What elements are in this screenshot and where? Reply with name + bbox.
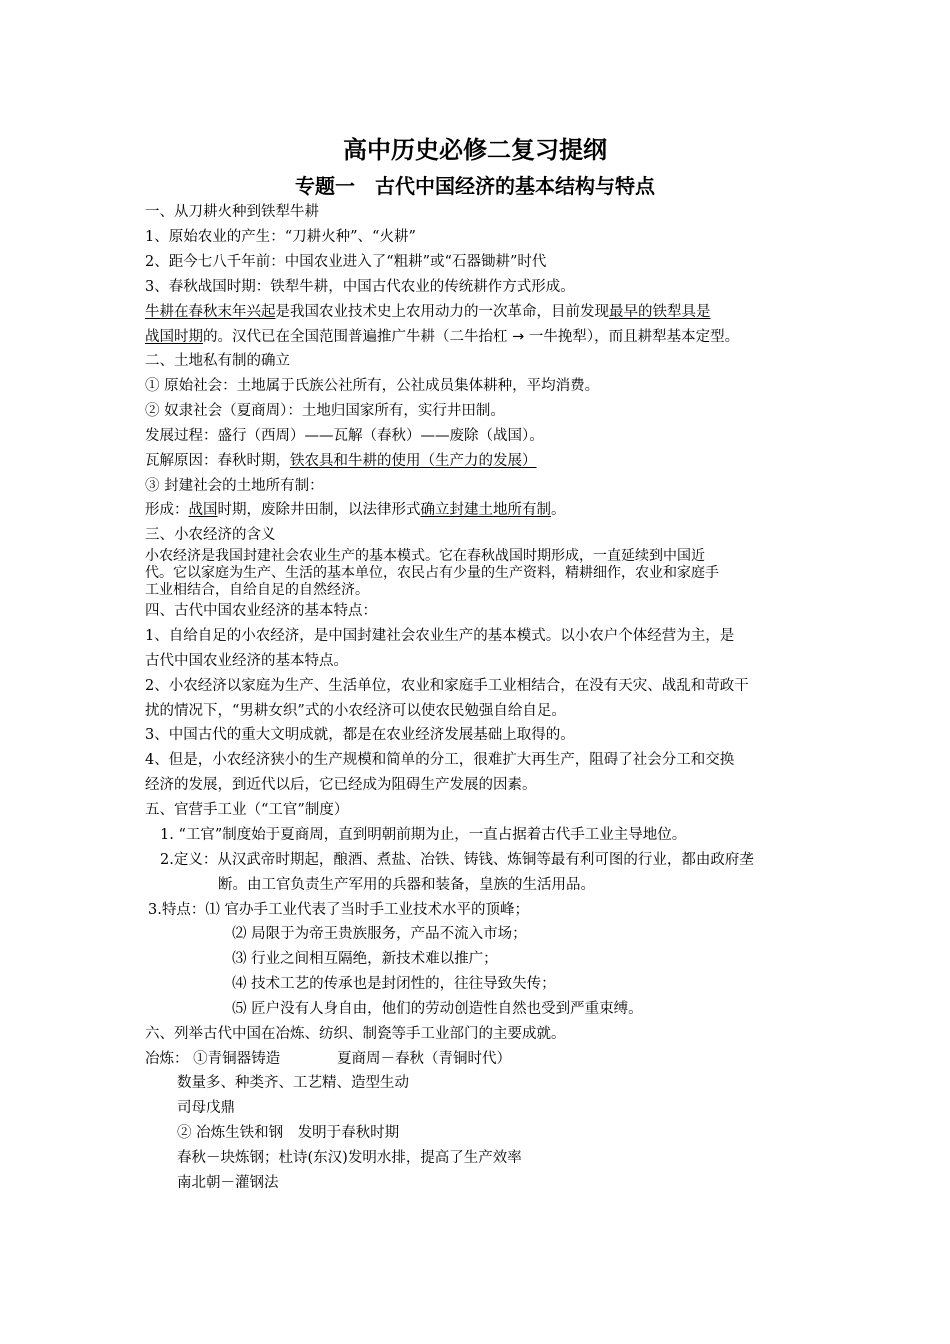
section-6-heading: 六、列举古代中国在冶炼、纺织、制瓷等手工业部门的主要成就。 (145, 1026, 566, 1042)
section-6-line-6: 南北朝－灌钢法 (177, 1175, 279, 1191)
section-4-heading: 四、古代中国农业经济的基本特点： (145, 603, 377, 619)
section-6-line-3: 司母戊鼎 (177, 1100, 235, 1116)
section-4-line-4a: 4、但是，小农经济狭小的生产规模和简单的分工，很难扩大再生产，阻碍了社会分工和交换 (145, 752, 735, 768)
underlined-phrase: 战国时期 (145, 329, 203, 345)
section-4-line-1b: 古代中国农业经济的基本特点。 (145, 653, 348, 669)
section-5-heading: 五、官营手工业（“工官”制度） (145, 802, 349, 818)
section-6-line-5: 春秋－块炼钢；杜诗(东汉)发明水排，提高了生产效率 (177, 1150, 522, 1166)
section-1-line-3: 3、春秋战国时期：铁犁牛耕，中国古代农业的传统耕作方式形成。 (145, 279, 575, 295)
section-2-line-3: 发展过程：盛行（西周）——瓦解（春秋）——废除（战国）。 (145, 428, 544, 444)
section-3-paragraph-line-1: 小农经济是我国封建社会农业生产的基本模式。它在春秋战国时期形成，一直延续到中国近 (145, 548, 705, 564)
section-1-line-2: 2、距今七八千年前：中国农业进入了“粗耕”或“石器锄耕”时代 (145, 254, 547, 270)
section-2-line-1: ① 原始社会：土地属于氏族公社所有，公社成员集体耕种，平均消费。 (145, 378, 600, 394)
section-2-line-5: ③ 封建社会的土地所有制： (145, 478, 324, 494)
section-2-heading: 二、土地私有制的确立 (145, 353, 290, 369)
document-title: 高中历史必修二复习提纲 (343, 136, 607, 164)
section-5-line-3: 3.特点：⑴ 官办手工业代表了当时手工业技术水平的顶峰； (148, 902, 529, 918)
section-5-line-2a: 2.定义：从汉武帝时期起，酿酒、煮盐、冶铁、铸钱、炼铜等最有利可图的行业，都由政府垄 (160, 852, 754, 868)
underlined-phrase: 牛耕在春秋末年兴起 (145, 304, 276, 320)
section-4-line-2a: 2、小农经济以家庭为生产、生活单位，农业和家庭手工业相结合，在没有天灾、战乱和苛政干 (145, 678, 749, 694)
section-5-line-4: ⑵ 局限于为帝王贵族服务，产品不流入市场； (232, 926, 527, 942)
section-4-line-1a: 1、自给自足的小农经济，是中国封建社会农业生产的基本模式。以小农户个体经营为主，是 (145, 628, 735, 644)
section-1-paragraph-line-1: 牛耕在春秋末年兴起是我国农业技术史上农用动力的一次革命，目前发现最早的铁犁具是 (145, 304, 711, 320)
underlined-phrase: 战国 (188, 502, 218, 518)
section-6-line-1b: 夏商周－春秋（青铜时代） (337, 1051, 511, 1067)
section-3-paragraph-line-3: 工业相结合，自给自足的自然经济。 (145, 582, 369, 598)
arrow-right-icon: → (512, 329, 525, 345)
section-4-line-4b: 经济的发展，到近代以后，它已经成为阻碍生产发展的因素。 (145, 777, 537, 793)
section-1-paragraph-line-2: 战国时期的。汉代已在全国范围普遍推广牛耕（二牛抬杠 → 一牛挽犁），而且耕犁基本定型。 (145, 329, 740, 345)
underlined-phrase: 最早的铁犁具是 (609, 304, 711, 320)
underlined-phrase: 铁农具和牛耕的使用（生产力的发展） (290, 453, 537, 469)
chapter-subtitle: 专题一 古代中国经济的基本结构与特点 (295, 174, 655, 198)
section-1-heading: 一、从刀耕火种到铁犁牛耕 (145, 204, 319, 220)
section-3-heading: 三、小农经济的含义 (145, 527, 276, 543)
section-4-line-3: 3、中国古代的重大文明成就，都是在农业经济发展基础上取得的。 (145, 727, 575, 743)
section-5-line-7: ⑸ 匠户没有人身自由，他们的劳动创造性自然也受到严重束缚。 (232, 1001, 643, 1017)
section-5-line-2b: 断。由工官负责生产军用的兵器和装备，皇族的生活用品。 (218, 877, 595, 893)
section-2-line-2: ② 奴隶社会（夏商周）：土地归国家所有，实行井田制。 (145, 403, 505, 419)
section-4-line-2b: 扰的情况下，“男耕女织”式的小农经济可以使农民勉强自给自足。 (145, 703, 566, 719)
section-6-line-1a: 冶炼： ①青铜器铸造 (145, 1051, 281, 1067)
section-2-line-4: 瓦解原因：春秋时期，铁农具和牛耕的使用（生产力的发展） (145, 453, 537, 469)
section-2-line-6: 形成：战国时期，废除井田制，以法律形式确立封建土地所有制。 (145, 502, 566, 518)
section-6-line-4: ② 冶炼生铁和钢 发明于春秋时期 (177, 1125, 400, 1141)
section-6-line-2: 数量多、种类齐、工艺精、造型生动 (177, 1075, 409, 1091)
section-1-line-1: 1、原始农业的产生：“刀耕火种”、“火耕” (145, 229, 416, 245)
underlined-phrase: 确立封建土地所有制 (420, 502, 551, 518)
section-5-line-5: ⑶ 行业之间相互隔绝，新技术难以推广； (232, 951, 498, 967)
section-5-line-1: 1. “工官”制度始于夏商周，直到明朝前期为止，一直占据着古代手工业主导地位。 (160, 827, 687, 843)
section-5-line-6: ⑷ 技术工艺的传承也是封闭性的，往往导致失传； (232, 976, 556, 992)
section-3-paragraph-line-2: 代。它以家庭为生产、生活的基本单位，农民占有少量的生产资料，精耕细作，农业和家庭手 (145, 565, 719, 581)
